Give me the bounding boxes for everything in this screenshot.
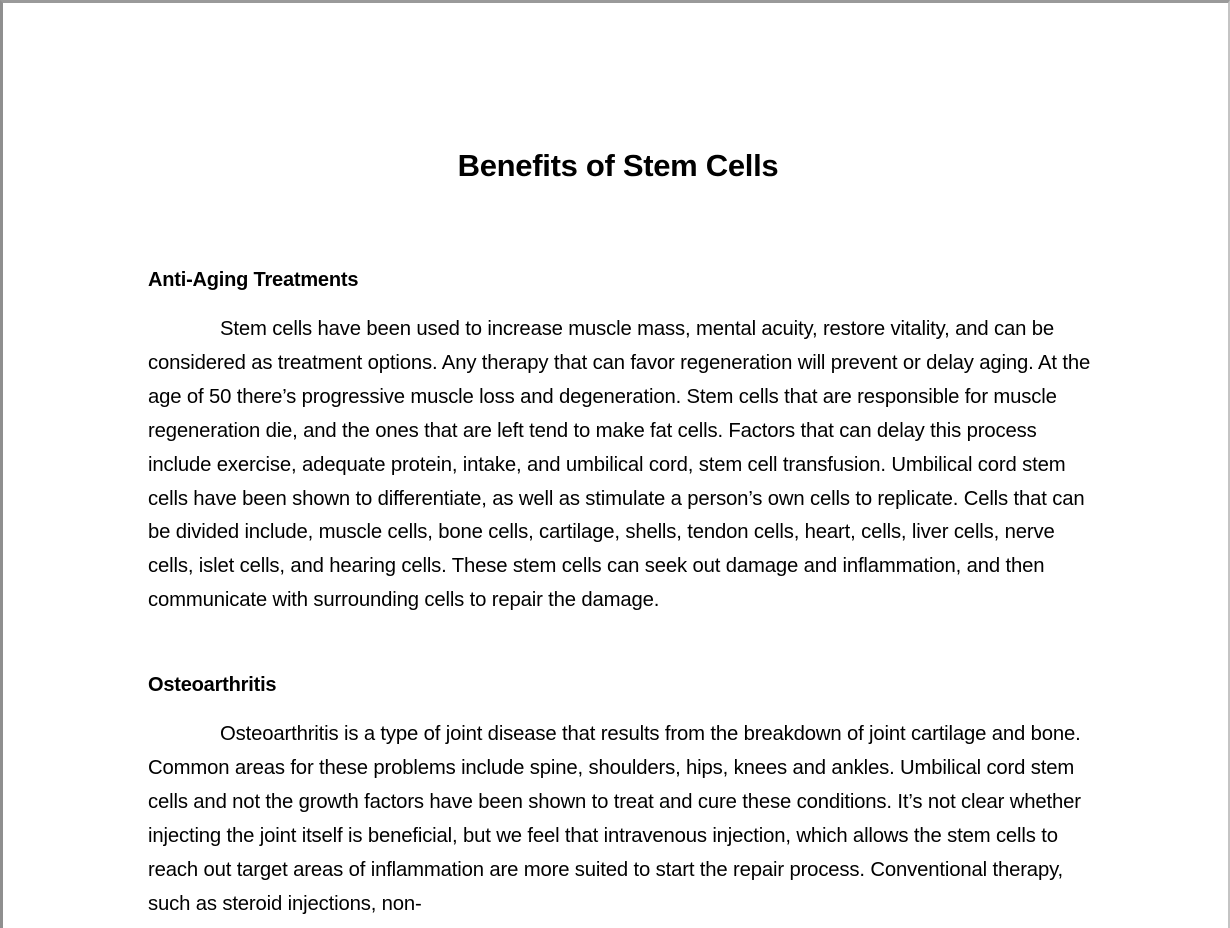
- section-heading-anti-aging: Anti-Aging Treatments: [148, 269, 359, 291]
- section-body-osteoarthritis: Osteoarthritis is a type of joint disease that results from the breakdown of joint cartilage and bone. Common areas for these problems include spine, shoulders, hips, knees and ankles. Umbilical cord stem cells and not the growth factors have been shown to treat and cure these conditions. It’s not clear whether injecting the joint itself is beneficial, but we feel that intravenous injection, which allows the stem cells to reach out target areas of inflammation are more suited to start the repair process. Conventional therapy, such as steroid injections, non-: [148, 723, 1081, 915]
- section-heading-osteoarthritis: Osteoarthritis: [148, 674, 277, 696]
- document-title: Benefits of Stem Cells: [457, 148, 779, 183]
- section-body-anti-aging: Stem cells have been used to increase muscle mass, mental acuity, restore vitality, and can be considered as treatment options. Any therapy that can favor regeneration will prevent or delay aging. At the age of 50 there’s progressive muscle loss and degeneration. Stem cells that are responsible for muscle regeneration die, and the ones that are left tend to make fat cells. Factors that can delay this process include exercise, adequate protein, intake, and umbilical cord, stem cell transfusion. Umbilical cord stem cells have been shown to differentiate, as well as stimulate a person’s own cells to replicate. Cells that can be divided include, muscle cells, bone cells, cartilage, shells, tendon cells, heart, cells, liver cells, nerve cells, islet cells, and hearing cells. These stem cells can seek out damage and inflammation, and then communicate with surrounding cells to repair the damage.: [148, 318, 1091, 612]
